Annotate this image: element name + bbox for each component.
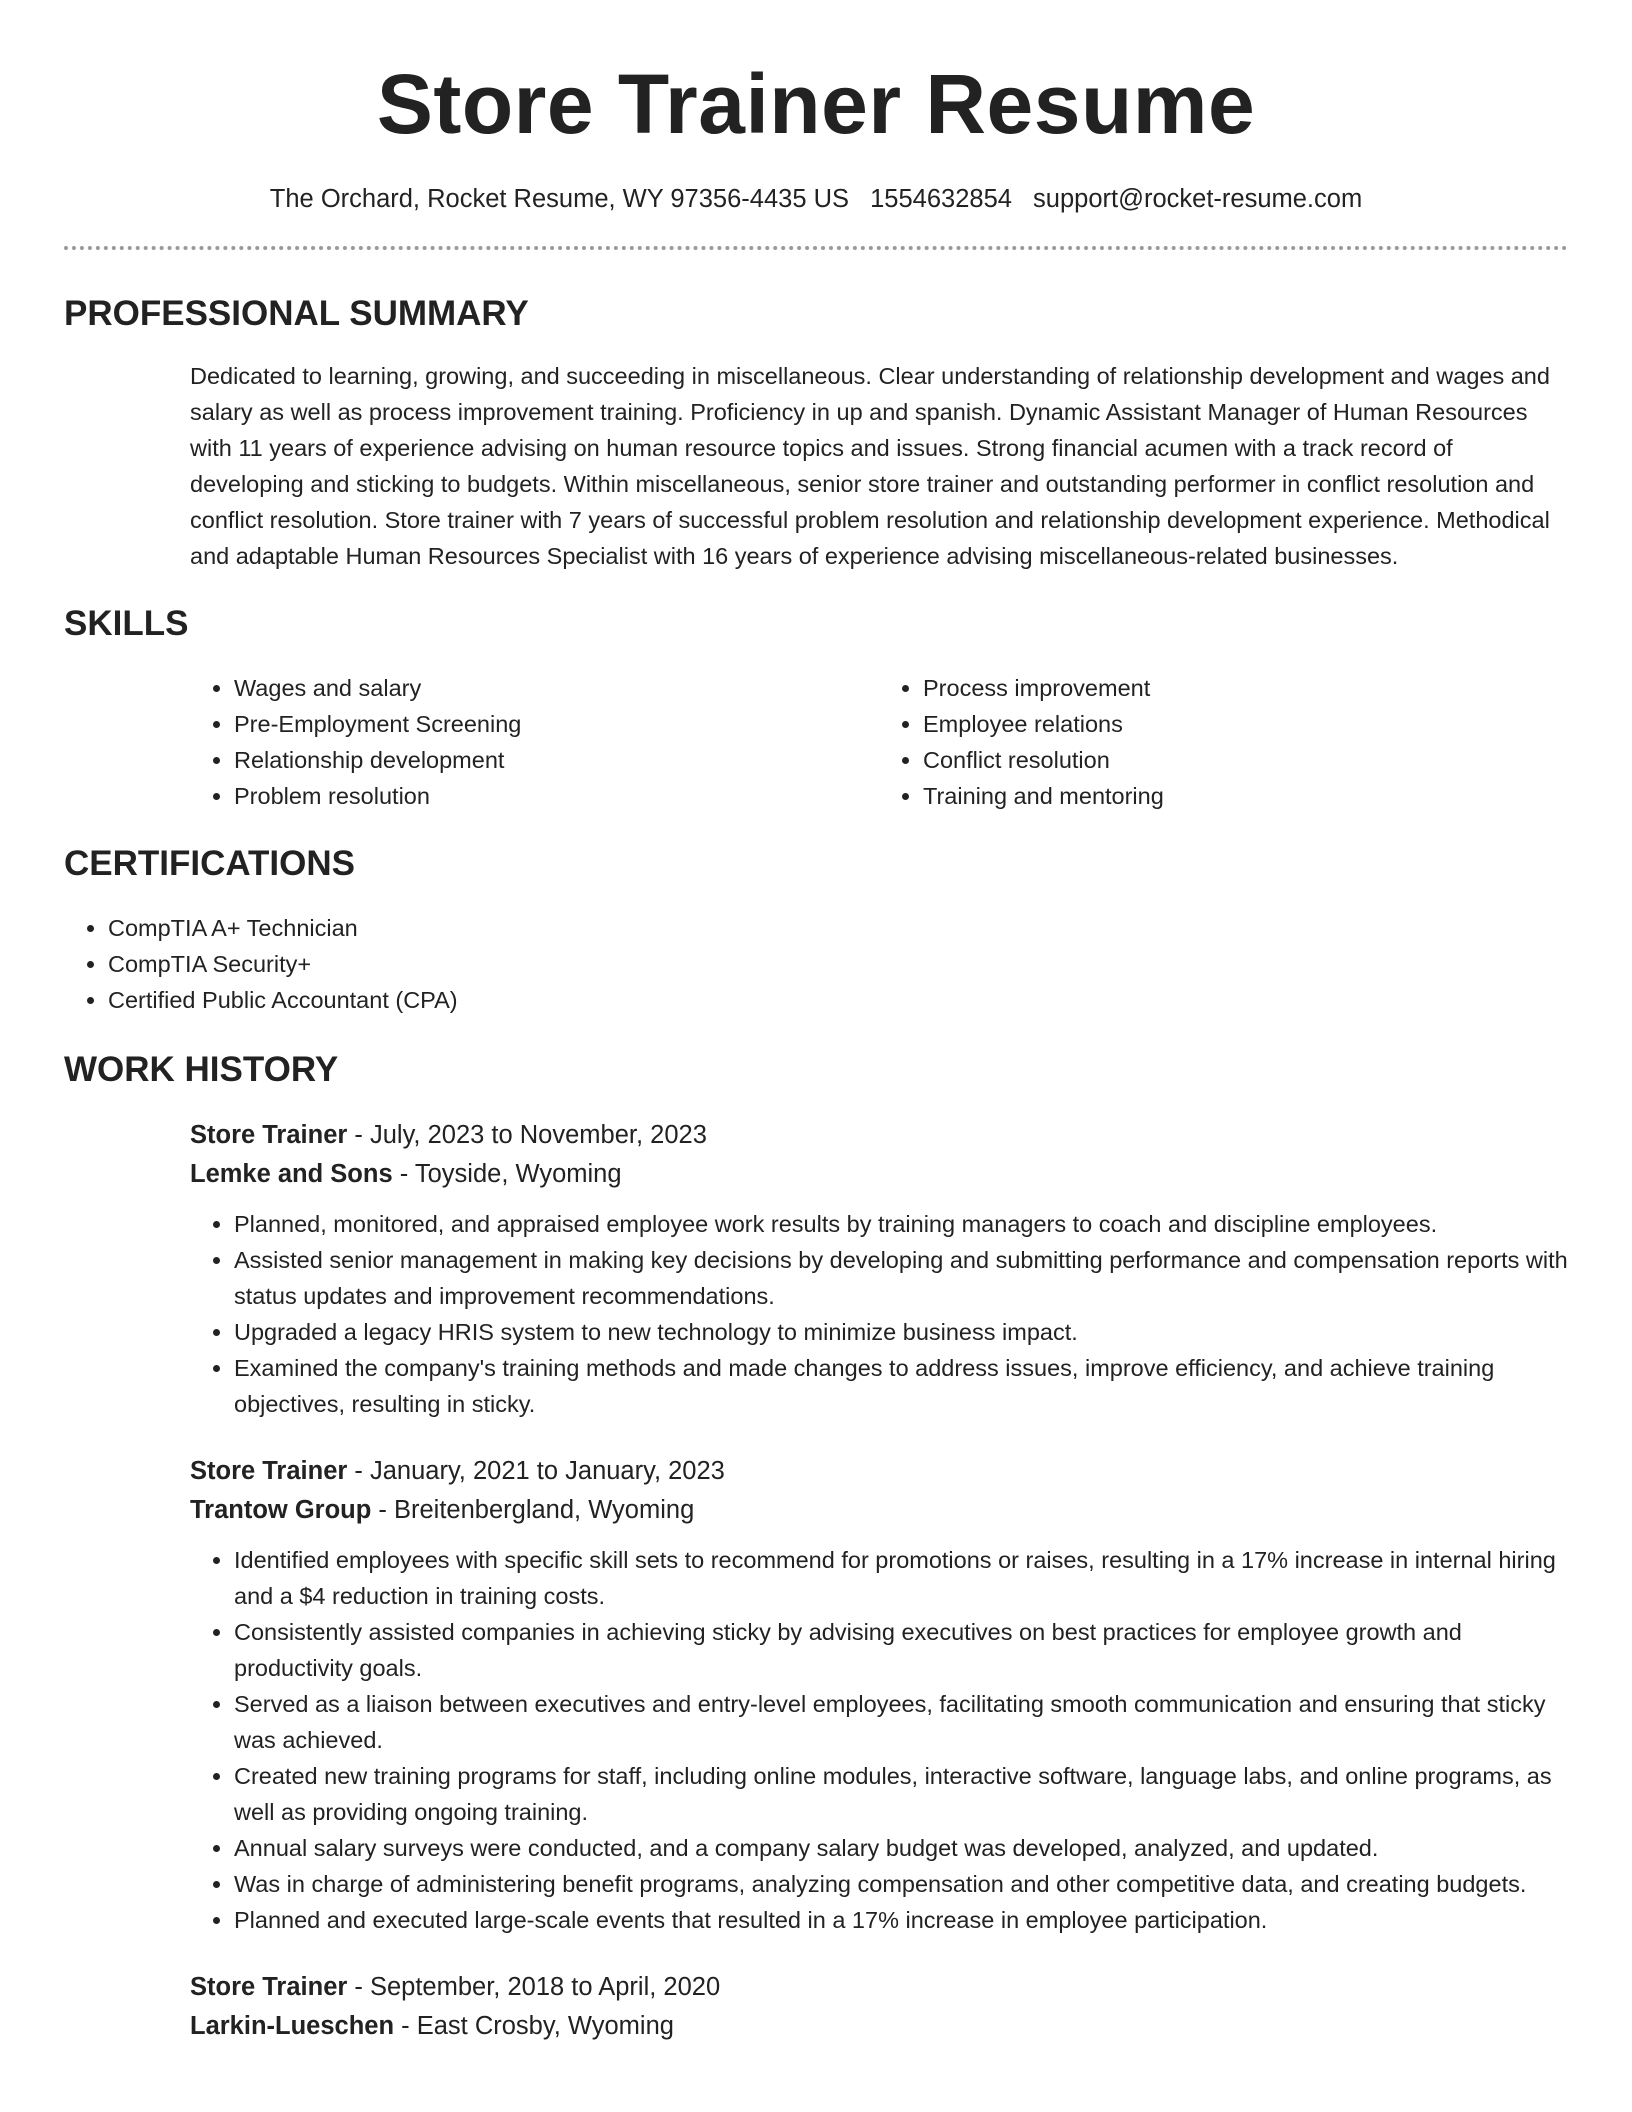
skills-grid	[190, 670, 1568, 814]
section-heading-skills: SKILLS	[64, 604, 189, 643]
job-bullet: • Identified employees with specific skill sets to recommend for promotions or raises, resulting in a 17% increase in internal hiring and a $4 reduction in training costs.	[234, 1542, 1568, 1614]
skill-item: • Relationship development	[234, 742, 879, 778]
job-title: Store Trainer	[190, 1121, 348, 1149]
certifications-list	[64, 910, 1568, 1018]
job-bullet: • Annual salary surveys were conducted, and a company salary budget was developed, analyzed, and updated.	[234, 1830, 1568, 1866]
address: The Orchard, Rocket Resume, WY 97356-4435 US	[269, 185, 850, 213]
job-company-line	[190, 1491, 1568, 1530]
skills-list-right	[879, 670, 1568, 814]
phone: 1554632854	[870, 185, 1012, 213]
job-bullet: • Created new training programs for staff, including online modules, interactive software, language labs, and online programs, as well as providing ongoing training.	[234, 1758, 1568, 1830]
job-title: Store Trainer	[190, 1973, 348, 2001]
job-title-line	[190, 1968, 1568, 2007]
job-bullet: • Upgraded a legacy HRIS system to new technology to minimize business impact.	[234, 1314, 1568, 1350]
job-entry	[190, 1452, 1568, 1938]
job-dates: - January, 2021 to January, 2023	[347, 1457, 725, 1485]
job-location: - Breitenbergland, Wyoming	[371, 1496, 695, 1524]
skill-item: • Conflict resolution	[923, 742, 1568, 778]
job-title: Store Trainer	[190, 1457, 348, 1485]
skill-item: • Problem resolution	[234, 778, 879, 814]
job-location: - East Crosby, Wyoming	[394, 2012, 674, 2040]
job-bullets	[190, 1206, 1568, 1422]
job-bullet: • Planned, monitored, and appraised employee work results by training managers to coach and discipline employees.	[234, 1206, 1568, 1242]
section-heading-summary: PROFESSIONAL SUMMARY	[64, 294, 529, 333]
contact-line	[64, 182, 1568, 216]
job-company-line	[190, 2007, 1568, 2046]
skill-item: • Employee relations	[923, 706, 1568, 742]
job-company: Lemke and Sons	[190, 1160, 393, 1188]
job-dates: - July, 2023 to November, 2023	[347, 1121, 707, 1149]
job-bullet: • Assisted senior management in making key decisions by developing and submitting performance and compensation reports with status updates and improvement recommendations.	[234, 1242, 1568, 1314]
page-title: Store Trainer Resume	[376, 57, 1256, 151]
section-heading-work-history: WORK HISTORY	[64, 1050, 339, 1089]
certification-item: • CompTIA Security+	[108, 946, 1568, 982]
certification-item: • Certified Public Accountant (CPA)	[108, 982, 1568, 1018]
job-entry	[190, 1116, 1568, 1422]
certification-item: • CompTIA A+ Technician	[108, 910, 1568, 946]
summary-text: Dedicated to learning, growing, and succeeding in miscellaneous. Clear understanding of relationship development and wages and salary as well as process improvement training. Proficiency in up and spanish. Dynamic Assistant Manager of Human Resources with 11 years of experience advising on human resource topics and issues. Strong financial acumen with a track record of developing and sticking to budgets. Within miscellaneous, senior store trainer and outstanding performer in conflict resolution and conflict resolution. Store trainer with 7 years of successful problem resolution and relationship development experience. Methodical and adaptable Human Resources Specialist with 16 years of experience advising miscellaneous-related businesses.	[190, 363, 1550, 569]
job-bullet: • Consistently assisted companies in achieving sticky by advising executives on best practices for employee growth and productivity goals.	[234, 1614, 1568, 1686]
job-location: - Toyside, Wyoming	[392, 1160, 622, 1188]
section-heading-certifications: CERTIFICATIONS	[64, 844, 356, 883]
email-link[interactable]: support@rocket-resume.com	[1033, 185, 1363, 213]
job-bullets	[190, 1542, 1568, 1938]
header-divider	[64, 246, 1568, 250]
job-dates: - September, 2018 to April, 2020	[347, 1973, 721, 2001]
job-bullet: • Was in charge of administering benefit programs, analyzing compensation and other competitive data, and creating budgets.	[234, 1866, 1568, 1902]
job-bullet: • Served as a liaison between executives and entry-level employees, facilitating smooth communication and ensuring that sticky was achieved.	[234, 1686, 1568, 1758]
job-title-line	[190, 1116, 1568, 1155]
job-entry	[190, 1968, 1568, 2046]
skill-item: • Training and mentoring	[923, 778, 1568, 814]
skill-item: • Pre-Employment Screening	[234, 706, 879, 742]
skill-item: • Process improvement	[923, 670, 1568, 706]
job-bullet: • Planned and executed large-scale events that resulted in a 17% increase in employee participation.	[234, 1902, 1568, 1938]
job-bullet: • Examined the company's training methods and made changes to address issues, improve efficiency, and achieve training objectives, resulting in sticky.	[234, 1350, 1568, 1422]
skills-list-left	[190, 670, 879, 814]
job-company-line	[190, 1155, 1568, 1194]
job-company: Larkin-Lueschen	[190, 2012, 395, 2040]
skill-item: • Wages and salary	[234, 670, 879, 706]
job-company: Trantow Group	[190, 1496, 372, 1524]
job-title-line	[190, 1452, 1568, 1491]
